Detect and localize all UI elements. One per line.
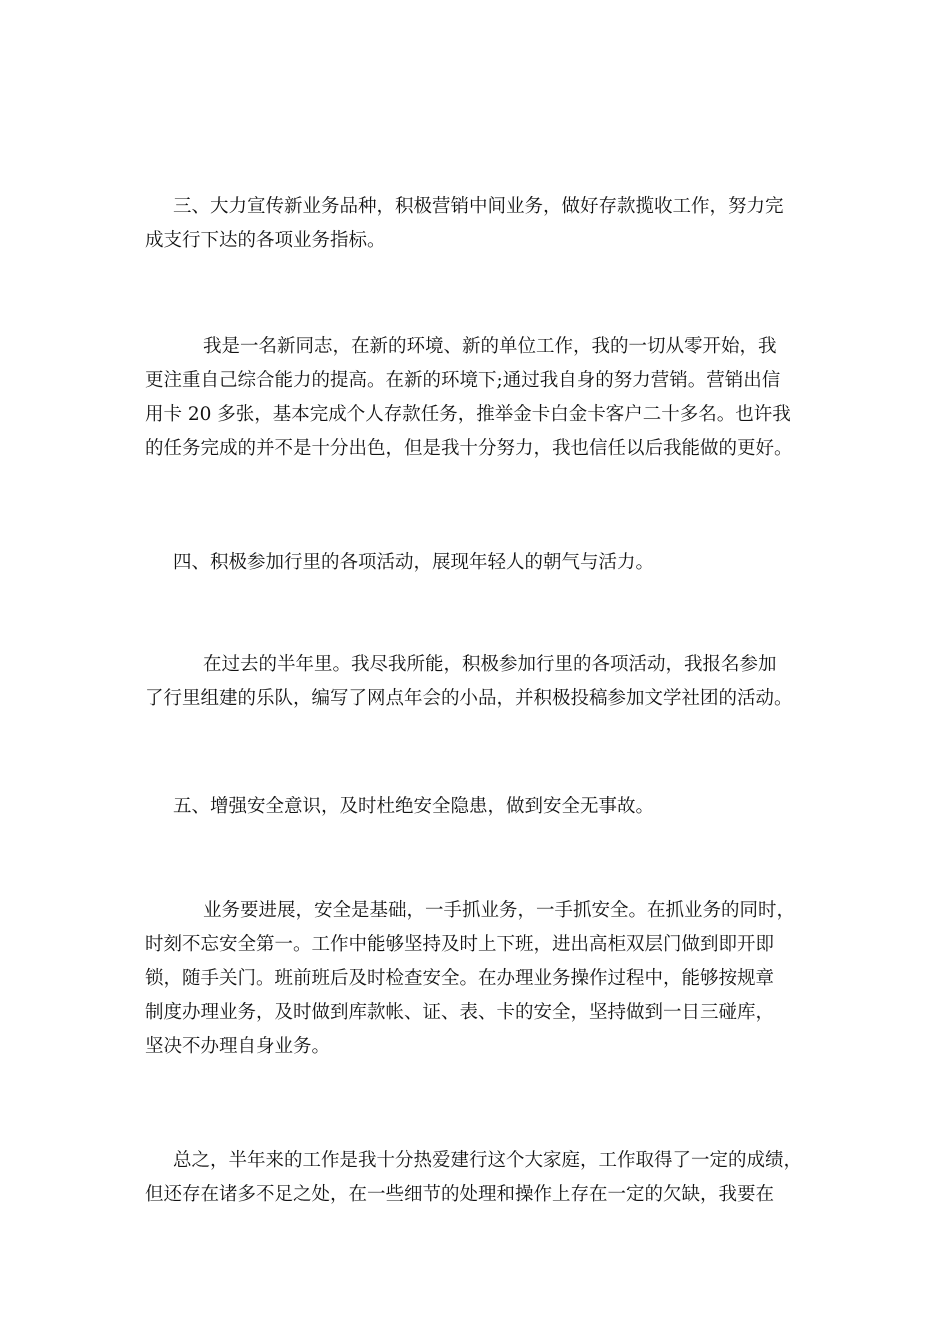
section-four-heading: [145, 546, 810, 580]
section-three-heading: [145, 190, 810, 258]
section-five-heading: [145, 790, 810, 824]
text-line: 业务要进展，安全是基础，一手抓业务，一手抓安全。在抓业务的同时，: [203, 900, 796, 921]
text-line: 的任务完成的并不是十分出色，但是我十分努力，我也信任以后我能做的更好。: [145, 438, 793, 459]
text-line: 五、增强安全意识，及时杜绝安全隐患，做到安全无事故。: [173, 796, 655, 817]
safety-paragraph: [145, 894, 810, 1064]
text-line: 坚决不办理自身业务。: [145, 1036, 331, 1057]
activities-paragraph: [145, 648, 810, 716]
text-line: 用卡 20 多张，基本完成个人存款任务，推举金卡白金卡客户二十多名。也许我: [145, 404, 791, 425]
text-line: 制度办理业务，及时做到库款帐、证、表、卡的安全，坚持做到一日三碰库，: [145, 1002, 775, 1023]
text-line: 成支行下达的各项业务指标。: [145, 230, 386, 251]
text-line: 我是一名新同志，在新的环境、新的单位工作，我的一切从零开始，我: [203, 336, 777, 357]
text-line: 在过去的半年里。我尽我所能，积极参加行里的各项活动，我报名参加: [203, 654, 777, 675]
text-line: 更注重自己综合能力的提高。在新的环境下;通过我自身的努力营销。营销出信: [145, 370, 781, 391]
new-employee-paragraph: [145, 330, 810, 466]
text-line: 三、大力宣传新业务品种，积极营销中间业务，做好存款揽收工作，努力完: [173, 196, 784, 217]
text-line: 但还存在诸多不足之处，在一些细节的处理和操作上存在一定的欠缺，我要在: [145, 1184, 775, 1205]
text-line: 时刻不忘安全第一。工作中能够坚持及时上下班，进出高柜双层门做到即开即: [145, 934, 775, 955]
text-line: 四、积极参加行里的各项活动，展现年轻人的朝气与活力。: [173, 552, 655, 573]
text-line: 总之，半年来的工作是我十分热爱建行这个大家庭，工作取得了一定的成绩，: [173, 1150, 803, 1171]
text-line: 锁，随手关门。班前班后及时检查安全。在办理业务操作过程中，能够按规章: [145, 968, 775, 989]
summary-paragraph: [145, 1144, 810, 1212]
text-line: 了行里组建的乐队，编写了网点年会的小品，并积极投稿参加文学社团的活动。: [145, 688, 793, 709]
